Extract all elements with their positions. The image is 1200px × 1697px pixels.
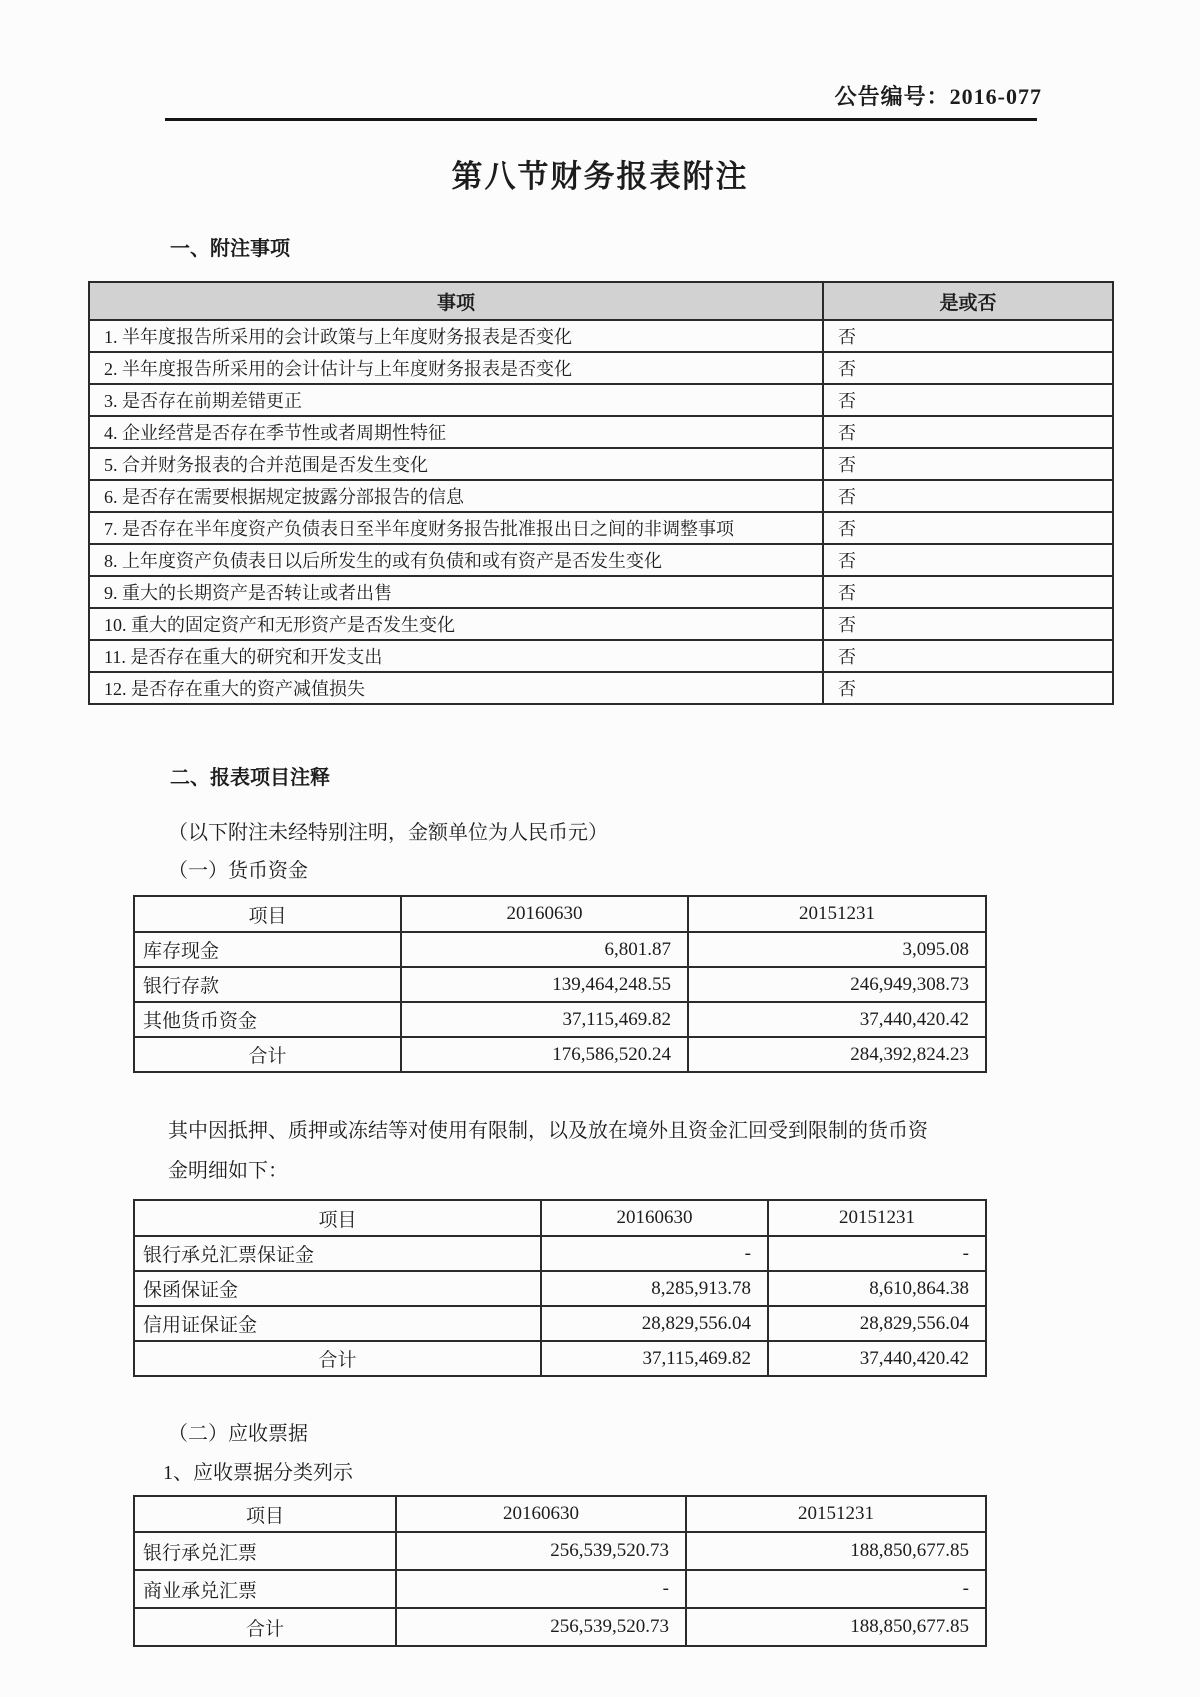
column-header: 是或否 [823, 282, 1113, 320]
table-row [134, 932, 986, 967]
table-cell: - [686, 1570, 986, 1608]
table-cell: 4. 企业经营是否存在季节性或者周期性特征 [89, 416, 823, 448]
table-cell: 28,829,556.04 [768, 1306, 986, 1341]
table-row [89, 448, 1113, 480]
table-row [134, 1532, 986, 1570]
table-row [134, 1002, 986, 1037]
table-row [134, 1570, 986, 1608]
table-cell: 7. 是否存在半年度资产负债表日至半年度财务报告批准报出日之间的非调整事项 [89, 512, 823, 544]
table-row [89, 352, 1113, 384]
table-row [89, 512, 1113, 544]
table-row [134, 1271, 986, 1306]
table-cell: 8. 上年度资产负债表日以后所发生的或有负债和或有资产是否发生变化 [89, 544, 823, 576]
table-cell: 库存现金 [134, 932, 401, 967]
table-row [134, 1236, 986, 1271]
column-header: 20151231 [688, 896, 986, 932]
table-row [89, 416, 1113, 448]
restricted-note [168, 1111, 1200, 1191]
table-cell: 否 [823, 384, 1113, 416]
table-cell: 合计 [134, 1037, 401, 1072]
table-cell: 否 [823, 448, 1113, 480]
table-row [89, 384, 1113, 416]
table-cell: 3. 是否存在前期差错更正 [89, 384, 823, 416]
subsection-cash-heading: （一）货币资金 [168, 860, 308, 882]
table-cell: 28,829,556.04 [541, 1306, 768, 1341]
column-header: 20160630 [401, 896, 688, 932]
table-row [134, 1306, 986, 1341]
table-row [89, 576, 1113, 608]
announcement-number: 公告编号：2016-077 [834, 84, 1042, 109]
restricted-note-line1: 其中因抵押、质押或冻结等对使用有限制，以及放在境外且资金汇回受到限制的货币资 [168, 1120, 928, 1142]
table-row [89, 608, 1113, 640]
table-header-row [134, 1496, 986, 1532]
table-cell: 合计 [134, 1341, 541, 1376]
table-row [89, 480, 1113, 512]
section-items-heading: 二、报表项目注释 [170, 767, 330, 789]
column-header: 20160630 [541, 1200, 768, 1236]
table-row [89, 320, 1113, 352]
table-header-row [134, 1200, 986, 1236]
table-cell: 10. 重大的固定资产和无形资产是否发生变化 [89, 608, 823, 640]
table-cell: 否 [823, 320, 1113, 352]
table-cell: - [396, 1570, 686, 1608]
table-cell: 8,610,864.38 [768, 1271, 986, 1306]
table-cell: 3,095.08 [688, 932, 986, 967]
table-cell: 246,949,308.73 [688, 967, 986, 1002]
bills-table [133, 1495, 987, 1647]
table-header-row [134, 896, 986, 932]
table-row [134, 1608, 986, 1646]
table-cell: 188,850,677.85 [686, 1532, 986, 1570]
table-cell: 37,440,420.42 [688, 1002, 986, 1037]
table-cell: 否 [823, 640, 1113, 672]
column-header: 项目 [134, 896, 401, 932]
table-header-row [89, 282, 1113, 320]
table-cell: 2. 半年度报告所采用的会计估计与上年度财务报表是否变化 [89, 352, 823, 384]
table-cell: 信用证保证金 [134, 1306, 541, 1341]
cash-table [133, 895, 987, 1073]
table-cell: 6. 是否存在需要根据规定披露分部报告的信息 [89, 480, 823, 512]
bills-list-label: 1、应收票据分类列示 [163, 1462, 353, 1484]
table-cell: 否 [823, 544, 1113, 576]
subsection-bills-heading: （二）应收票据 [168, 1423, 308, 1445]
table-row [89, 672, 1113, 704]
table-cell: 合计 [134, 1608, 396, 1646]
table-cell: 否 [823, 480, 1113, 512]
table-row [89, 640, 1113, 672]
table-cell: 否 [823, 576, 1113, 608]
table-cell: 256,539,520.73 [396, 1608, 686, 1646]
restricted-note-line2: 金明细如下： [168, 1160, 288, 1182]
column-header: 20151231 [768, 1200, 986, 1236]
table-cell: 9. 重大的长期资产是否转让或者出售 [89, 576, 823, 608]
table-cell: 5. 合并财务报表的合并范围是否发生变化 [89, 448, 823, 480]
column-header: 20160630 [396, 1496, 686, 1532]
table-cell: 商业承兑汇票 [134, 1570, 396, 1608]
table-cell: 256,539,520.73 [396, 1532, 686, 1570]
restricted-table [133, 1199, 987, 1377]
header-rule [165, 118, 1037, 121]
section-notes-heading: 一、附注事项 [170, 238, 290, 260]
table-row [134, 1037, 986, 1072]
table-cell: 否 [823, 512, 1113, 544]
table-cell: 银行存款 [134, 967, 401, 1002]
column-header: 项目 [134, 1200, 541, 1236]
column-header: 项目 [134, 1496, 396, 1532]
table-cell: 37,440,420.42 [768, 1341, 986, 1376]
unit-note: （以下附注未经特别注明，金额单位为人民币元） [168, 822, 608, 844]
table-row [89, 544, 1113, 576]
table-cell: 银行承兑汇票保证金 [134, 1236, 541, 1271]
table-row [134, 967, 986, 1002]
table-cell: - [768, 1236, 986, 1271]
table-cell: 188,850,677.85 [686, 1608, 986, 1646]
table-cell: 银行承兑汇票 [134, 1532, 396, 1570]
table-cell: 176,586,520.24 [401, 1037, 688, 1072]
table-cell: 1. 半年度报告所采用的会计政策与上年度财务报表是否变化 [89, 320, 823, 352]
table-cell: 否 [823, 608, 1113, 640]
table-cell: 37,115,469.82 [541, 1341, 768, 1376]
table-cell: 保函保证金 [134, 1271, 541, 1306]
table-cell: 否 [823, 672, 1113, 704]
table-cell: 11. 是否存在重大的研究和开发支出 [89, 640, 823, 672]
column-header: 事项 [89, 282, 823, 320]
table-row [134, 1341, 986, 1376]
notes-table [88, 281, 1114, 705]
table-cell: 其他货币资金 [134, 1002, 401, 1037]
table-cell: 139,464,248.55 [401, 967, 688, 1002]
column-header: 20151231 [686, 1496, 986, 1532]
table-cell: - [541, 1236, 768, 1271]
page-title: 第八节财务报表附注 [451, 159, 749, 194]
table-cell: 37,115,469.82 [401, 1002, 688, 1037]
table-cell: 284,392,824.23 [688, 1037, 986, 1072]
table-cell: 8,285,913.78 [541, 1271, 768, 1306]
table-cell: 12. 是否存在重大的资产减值损失 [89, 672, 823, 704]
table-cell: 否 [823, 352, 1113, 384]
table-cell: 否 [823, 416, 1113, 448]
table-cell: 6,801.87 [401, 932, 688, 967]
